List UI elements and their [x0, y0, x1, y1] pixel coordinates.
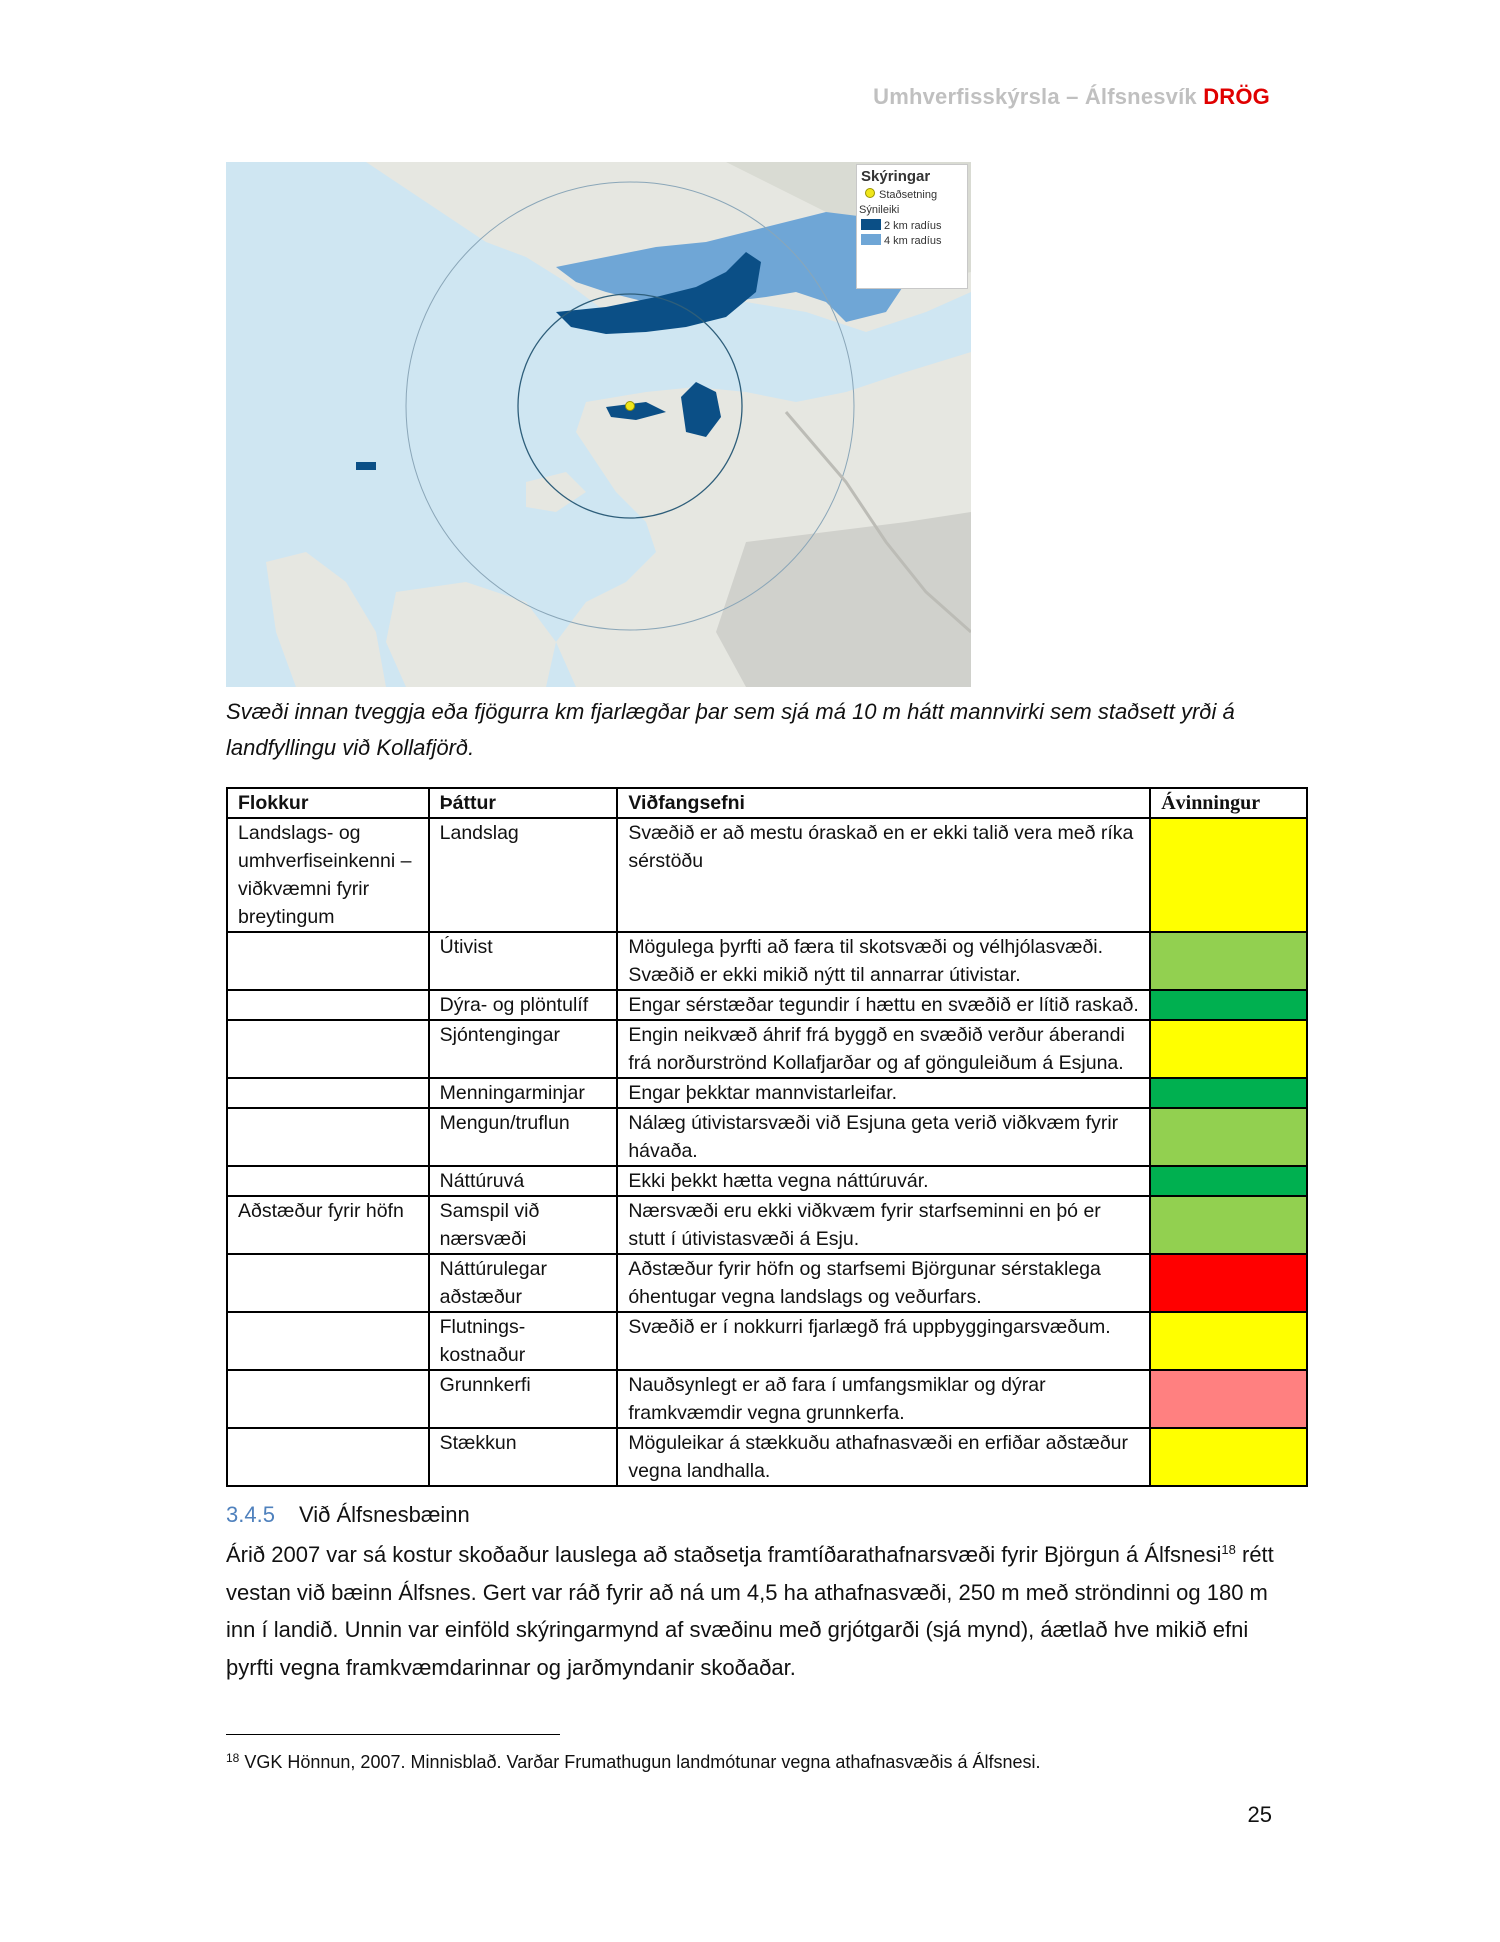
factor-cell: Sjóntengingar — [429, 1020, 618, 1078]
category-cell — [227, 1078, 429, 1108]
category-cell: Landslags- og umhverfiseinkenni – viðkvæmni fyrir breytingum — [227, 818, 429, 932]
topic-cell: Möguleikar á stækkuðu athafnasvæði en erfiðar aðstæður vegna landhalla. — [617, 1428, 1150, 1486]
table-row — [227, 1166, 1307, 1196]
legend-visibility-label: Sýnileiki — [859, 204, 900, 216]
table-row — [227, 1254, 1307, 1312]
page-number: 25 — [1247, 1802, 1272, 1827]
footnote — [226, 1752, 1041, 1773]
location-marker — [626, 402, 635, 411]
topic-cell: Aðstæður fyrir höfn og starfsemi Björgunar sérstaklega óhentugar vegna landslags og veðurfars. — [617, 1254, 1150, 1312]
table-row — [227, 932, 1307, 990]
header-topic: Viðfangsefni — [617, 788, 1150, 818]
header-factor: Þáttur — [429, 788, 618, 818]
footnote-number: 18 — [226, 1751, 240, 1765]
swatch-4km — [861, 234, 881, 245]
factor-cell: Stækkun — [429, 1428, 618, 1486]
topic-cell: Engin neikvæð áhrif frá byggð en svæðið verður áberandi frá norðurströnd Kollafjarðar og af gönguleiðum á Esjuna. — [617, 1020, 1150, 1078]
factor-cell: Útivist — [429, 932, 618, 990]
factor-cell: Grunnkerfi — [429, 1370, 618, 1428]
legend-location-row — [865, 188, 967, 201]
rating-cell — [1150, 1020, 1307, 1078]
category-cell: Aðstæður fyrir höfn — [227, 1196, 429, 1254]
rating-cell — [1150, 990, 1307, 1020]
rating-cell — [1150, 1078, 1307, 1108]
topic-cell: Nálæg útivistarsvæði við Esjuna geta verið viðkvæm fyrir hávaða. — [617, 1108, 1150, 1166]
category-cell — [227, 1312, 429, 1370]
category-cell — [227, 1108, 429, 1166]
topic-cell: Ekki þekkt hætta vegna náttúruvár. — [617, 1166, 1150, 1196]
footnote-ref[interactable]: 18 — [1221, 1542, 1236, 1557]
factor-cell: Náttúrulegar aðstæður — [429, 1254, 618, 1312]
body-part2: rétt vestan við bæinn Álfsnes. Gert var ráð fyrir að ná um 4,5 ha athafnasvæði, 250 m með ströndinni og 180 m inn í landið. Unnin var einföld skýringarmynd af svæðinu með grjótgarði (sjá mynd), áætlað hve mikið efni þyrfti vegna framkvæmdarinnar og jarðmyndanir skoðaðar. — [226, 1542, 1274, 1680]
table-row — [227, 1078, 1307, 1108]
category-cell — [227, 1166, 429, 1196]
category-cell — [227, 932, 429, 990]
header-result: Ávinningur — [1150, 788, 1307, 818]
factor-cell: Menningarminjar — [429, 1078, 618, 1108]
factor-cell: Mengun/truflun — [429, 1108, 618, 1166]
category-cell — [227, 1020, 429, 1078]
legend-4km-label: 4 km radíus — [884, 235, 942, 247]
body-paragraph — [226, 1536, 1286, 1686]
swatch-2km — [861, 219, 881, 230]
factor-cell: Flutnings-kostnaður — [429, 1312, 618, 1370]
assessment-table — [226, 787, 1308, 1487]
topic-cell: Engar sérstæðar tegundir í hættu en svæðið er lítið raskað. — [617, 990, 1150, 1020]
visibility-map — [226, 162, 971, 687]
table-row — [227, 1428, 1307, 1486]
rating-cell — [1150, 1108, 1307, 1166]
table-row — [227, 1020, 1307, 1078]
header-title: Umhverfisskýrsla – Álfsnesvík — [873, 84, 1197, 109]
factor-cell: Samspil við nærsvæði — [429, 1196, 618, 1254]
rating-cell — [1150, 1254, 1307, 1312]
figure-caption: Svæði innan tveggja eða fjögurra km fjarlægðar þar sem sjá má 10 m hátt mannvirki sem staðsett yrði á landfyllingu við Kollafjörð. — [226, 699, 1235, 760]
category-cell — [227, 990, 429, 1020]
section-heading — [226, 1502, 470, 1528]
location-swatch — [865, 188, 875, 198]
topic-cell: Nærsvæði eru ekki viðkvæm fyrir starfseminni en þó er stutt í útivistasvæði á Esju. — [617, 1196, 1150, 1254]
page-header — [873, 84, 1270, 110]
map-legend — [856, 164, 968, 289]
legend-2km-row — [861, 219, 967, 232]
topic-cell: Svæðið er í nokkurri fjarlægð frá uppbyggingarsvæðum. — [617, 1312, 1150, 1370]
legend-4km-row — [861, 234, 967, 247]
legend-title: Skýringar — [861, 168, 931, 185]
topic-cell: Mögulega þyrfti að færa til skotsvæði og vélhjólasvæði. Svæðið er ekki mikið nýtt til annarrar útivistar. — [617, 932, 1150, 990]
rating-cell — [1150, 818, 1307, 932]
rating-cell — [1150, 1312, 1307, 1370]
table-header-row — [227, 788, 1307, 818]
table-row — [227, 1370, 1307, 1428]
topic-cell: Nauðsynlegt er að fara í umfangsmiklar og dýrar framkvæmdir vegna grunnkerfa. — [617, 1370, 1150, 1428]
table-row — [227, 818, 1307, 932]
rating-cell — [1150, 932, 1307, 990]
legend-location-label: Staðsetning — [879, 189, 938, 201]
category-cell — [227, 1254, 429, 1312]
factor-cell: Náttúruvá — [429, 1166, 618, 1196]
section-title: Við Álfsnesbæinn — [298, 1502, 470, 1527]
rating-cell — [1150, 1370, 1307, 1428]
footnote-text: VGK Hönnun, 2007. Minnisblað. Varðar Frumathugun landmótunar vegna athafnasvæðis á Álfsnesi. — [239, 1752, 1041, 1772]
topic-cell: Engar þekktar mannvistarleifar. — [617, 1078, 1150, 1108]
footnote-rule — [226, 1734, 560, 1735]
rating-cell — [1150, 1166, 1307, 1196]
rating-cell — [1150, 1428, 1307, 1486]
rating-cell — [1150, 1196, 1307, 1254]
factor-cell: Landslag — [429, 818, 618, 932]
category-cell — [227, 1428, 429, 1486]
table-row — [227, 1196, 1307, 1254]
draft-label: DRÖG — [1203, 84, 1270, 109]
table-row — [227, 990, 1307, 1020]
section-number: 3.4.5 — [226, 1502, 275, 1527]
legend-2km-label: 2 km radíus — [884, 220, 942, 232]
header-category: Flokkur — [227, 788, 429, 818]
topic-cell: Svæðið er að mestu óraskað en er ekki talið vera með ríka sérstöðu — [617, 818, 1150, 932]
category-cell — [227, 1370, 429, 1428]
island-marker — [356, 462, 376, 470]
table-row — [227, 1312, 1307, 1370]
factor-cell: Dýra- og plöntulíf — [429, 990, 618, 1020]
body-part1: Árið 2007 var sá kostur skoðaður lauslega að staðsetja framtíðarathafnarsvæði fyrir Björgun á Álfsnesi — [226, 1542, 1222, 1567]
table-row — [227, 1108, 1307, 1166]
